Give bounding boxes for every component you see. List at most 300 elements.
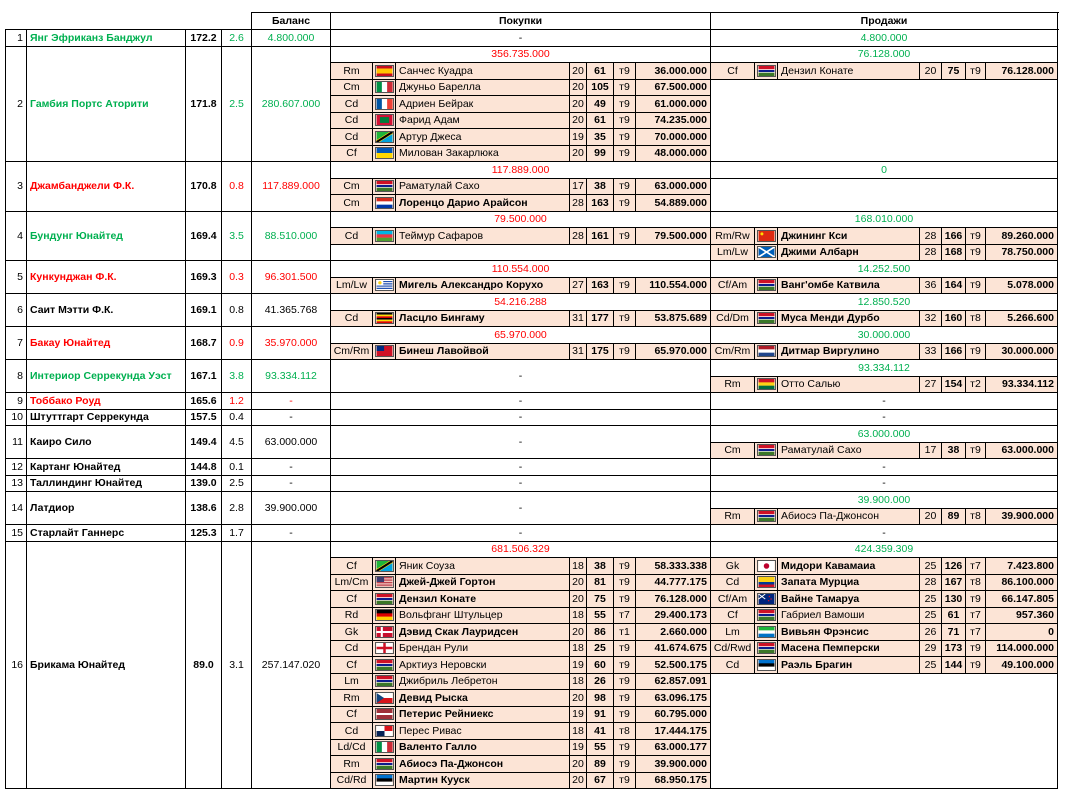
p-player-name[interactable]: Милован Закарлюка bbox=[396, 146, 570, 163]
p-position: Cm bbox=[331, 195, 373, 212]
p-player-price: 68.950.175 bbox=[636, 773, 711, 790]
s-player-tier: т9 bbox=[966, 245, 986, 262]
s-player-name[interactable]: Ванг'омбе Катвила bbox=[778, 278, 920, 295]
team-rank: 7 bbox=[6, 327, 27, 360]
p-player-name[interactable]: Дэвид Скак Лауридсен bbox=[396, 624, 570, 641]
purchases-total: - bbox=[331, 410, 711, 427]
team-balance: - bbox=[252, 525, 331, 542]
p-flag-cell bbox=[373, 96, 396, 113]
p-flag-cell bbox=[373, 740, 396, 757]
s-player-price: 7.423.800 bbox=[986, 558, 1058, 575]
p-player-name[interactable]: Джуньо Барелла bbox=[396, 80, 570, 97]
team-balance: 280.607.000 bbox=[252, 47, 331, 163]
p-player-name[interactable]: Яник Соуза bbox=[396, 558, 570, 575]
s-player-age: 17 bbox=[920, 443, 942, 460]
s-player-tier: т9 bbox=[966, 278, 986, 295]
p-player-name[interactable]: Фарид Адам bbox=[396, 113, 570, 130]
p-player-name[interactable]: Джей-Джей Гортон bbox=[396, 575, 570, 592]
team-name[interactable]: Бакау Юнайтед bbox=[27, 327, 186, 360]
s-player-rating: 130 bbox=[942, 591, 966, 608]
team-name[interactable]: Гамбия Портс Аторити bbox=[27, 47, 186, 163]
ghana-flag-icon bbox=[757, 378, 776, 390]
s-player-age: 25 bbox=[920, 591, 942, 608]
p-player-rating: 26 bbox=[587, 674, 614, 691]
china-flag-icon bbox=[757, 230, 776, 242]
p-player-age: 20 bbox=[570, 146, 587, 163]
p-player-name[interactable]: Петерис Рейниекс bbox=[396, 707, 570, 724]
sales-filler bbox=[711, 674, 1058, 790]
s-player-tier: т7 bbox=[966, 624, 986, 641]
s-player-tier: т9 bbox=[966, 657, 986, 674]
p-player-rating: 61 bbox=[587, 63, 614, 80]
p-player-tier: т9 bbox=[614, 195, 636, 212]
s-player-price: 5.266.600 bbox=[986, 311, 1058, 328]
gambia-flag-icon bbox=[757, 444, 776, 456]
p-player-rating: 38 bbox=[587, 558, 614, 575]
p-player-age: 19 bbox=[570, 657, 587, 674]
s-player-name[interactable]: Габриел Вамоши bbox=[778, 608, 920, 625]
s-position: Cf bbox=[711, 63, 755, 80]
s-player-name[interactable]: Дитмар Виргулино bbox=[778, 344, 920, 361]
p-position: Cd bbox=[331, 311, 373, 328]
p-player-price: 61.000.000 bbox=[636, 96, 711, 113]
p-player-tier: т9 bbox=[614, 146, 636, 163]
s-player-tier: т9 bbox=[966, 344, 986, 361]
p-position: Cd bbox=[331, 723, 373, 740]
p-player-tier: т9 bbox=[614, 707, 636, 724]
team-rank: 9 bbox=[6, 393, 27, 410]
p-position: Rd bbox=[331, 608, 373, 625]
s-player-price: 89.260.000 bbox=[986, 228, 1058, 245]
gambia-flag-icon bbox=[375, 758, 394, 770]
p-player-price: 2.660.000 bbox=[636, 624, 711, 641]
p-player-name[interactable]: Адриен Бейрак bbox=[396, 96, 570, 113]
purchases-empty: - bbox=[331, 426, 711, 459]
uruguay-flag-icon bbox=[375, 279, 394, 291]
team-diff: 4.5 bbox=[222, 426, 252, 459]
latvia-flag-icon bbox=[375, 708, 394, 720]
gambia-flag-icon bbox=[375, 180, 394, 192]
p-player-price: 54.889.000 bbox=[636, 195, 711, 212]
p-player-age: 18 bbox=[570, 641, 587, 658]
team-rank: 1 bbox=[6, 30, 27, 47]
p-player-name[interactable]: Мартин Кууск bbox=[396, 773, 570, 790]
s-player-price: 49.100.000 bbox=[986, 657, 1058, 674]
s-position: Cd/Rwd bbox=[711, 641, 755, 658]
nz-flag-icon bbox=[757, 593, 776, 605]
p-player-age: 17 bbox=[570, 179, 587, 196]
team-rank: 5 bbox=[6, 261, 27, 294]
s-position: Cf/Am bbox=[711, 591, 755, 608]
team-balance: 35.970.000 bbox=[252, 327, 331, 360]
team-name[interactable]: Янг Эфриканз Банджул bbox=[27, 30, 186, 47]
s-player-name[interactable]: Абиосэ Па-Джонсон bbox=[778, 509, 920, 526]
team-rank: 16 bbox=[6, 542, 27, 790]
s-player-tier: т9 bbox=[966, 228, 986, 245]
p-player-rating: 86 bbox=[587, 624, 614, 641]
p-player-rating: 55 bbox=[587, 740, 614, 757]
s-player-tier: т9 bbox=[966, 591, 986, 608]
p-player-rating: 105 bbox=[587, 80, 614, 97]
p-player-price: 63.096.175 bbox=[636, 690, 711, 707]
team-rank: 4 bbox=[6, 212, 27, 262]
p-player-name[interactable]: Брендан Рули bbox=[396, 641, 570, 658]
p-player-price: 41.674.675 bbox=[636, 641, 711, 658]
s-player-age: 29 bbox=[920, 641, 942, 658]
team-name[interactable]: Штуттгарт Серрекунда bbox=[27, 410, 186, 427]
team-rating: 169.3 bbox=[186, 261, 222, 294]
p-player-name[interactable]: Девид Рыска bbox=[396, 690, 570, 707]
p-player-price: 79.500.000 bbox=[636, 228, 711, 245]
denmark-flag-icon bbox=[375, 626, 394, 638]
s-player-rating: 75 bbox=[942, 63, 966, 80]
p-player-name[interactable]: Теймур Сафаров bbox=[396, 228, 570, 245]
sales-total: 12.850.520 bbox=[711, 294, 1058, 311]
s-player-age: 28 bbox=[920, 245, 942, 262]
s-player-name[interactable]: Масена Пемперски bbox=[778, 641, 920, 658]
s-player-name[interactable]: Мидори Кавамаиа bbox=[778, 558, 920, 575]
japan-flag-icon bbox=[757, 560, 776, 572]
s-player-price: 39.900.000 bbox=[986, 509, 1058, 526]
team-name[interactable]: Латдиор bbox=[27, 492, 186, 525]
header-balance: Баланс bbox=[252, 13, 331, 30]
team-balance: 39.900.000 bbox=[252, 492, 331, 525]
p-player-rating: 161 bbox=[587, 228, 614, 245]
p-player-age: 19 bbox=[570, 707, 587, 724]
purchases-total: 79.500.000 bbox=[331, 212, 711, 229]
s-player-price: 30.000.000 bbox=[986, 344, 1058, 361]
czech-flag-icon bbox=[375, 692, 394, 704]
p-position: Cm bbox=[331, 80, 373, 97]
p-position: Cd bbox=[331, 113, 373, 130]
s-position: Rm/Rw bbox=[711, 228, 755, 245]
samoa-flag-icon bbox=[375, 345, 394, 357]
s-player-price: 93.334.112 bbox=[986, 377, 1058, 394]
team-diff: 3.8 bbox=[222, 360, 252, 393]
p-flag-cell bbox=[373, 591, 396, 608]
p-position: Cm bbox=[331, 179, 373, 196]
s-player-name[interactable]: Отто Салью bbox=[778, 377, 920, 394]
sales-total: 4.800.000 bbox=[711, 30, 1058, 47]
s-player-name[interactable]: Вайне Тамаруа bbox=[778, 591, 920, 608]
p-flag-cell bbox=[373, 608, 396, 625]
s-player-rating: 154 bbox=[942, 377, 966, 394]
p-player-tier: т9 bbox=[614, 113, 636, 130]
s-flag-cell bbox=[755, 624, 778, 641]
s-player-rating: 167 bbox=[942, 575, 966, 592]
estonia-flag-icon bbox=[375, 774, 394, 786]
france-flag-icon bbox=[375, 98, 394, 110]
p-player-name[interactable]: Дензил Конате bbox=[396, 591, 570, 608]
team-name[interactable]: Брикама Юнайтед bbox=[27, 542, 186, 790]
s-player-name[interactable]: Муса Менди Дурбо bbox=[778, 311, 920, 328]
p-player-name[interactable]: Валенто Галло bbox=[396, 740, 570, 757]
p-player-rating: 163 bbox=[587, 278, 614, 295]
p-player-rating: 89 bbox=[587, 756, 614, 773]
spain-flag-icon bbox=[375, 65, 394, 77]
s-player-price: 66.147.805 bbox=[986, 591, 1058, 608]
p-player-rating: 75 bbox=[587, 591, 614, 608]
sales-filler bbox=[711, 80, 1058, 163]
team-balance: - bbox=[252, 459, 331, 476]
team-rank: 14 bbox=[6, 492, 27, 525]
purchases-empty: - bbox=[331, 360, 711, 393]
p-player-price: 29.400.173 bbox=[636, 608, 711, 625]
s-position: Lm/Lw bbox=[711, 245, 755, 262]
p-player-age: 20 bbox=[570, 773, 587, 790]
p-player-price: 52.500.175 bbox=[636, 657, 711, 674]
p-player-age: 20 bbox=[570, 63, 587, 80]
team-name[interactable]: Кункунджан Ф.К. bbox=[27, 261, 186, 294]
p-player-age: 19 bbox=[570, 129, 587, 146]
s-player-rating: 173 bbox=[942, 641, 966, 658]
p-player-name[interactable]: Арктиуз Неровски bbox=[396, 657, 570, 674]
s-player-rating: 38 bbox=[942, 443, 966, 460]
team-rating: 144.8 bbox=[186, 459, 222, 476]
team-balance: - bbox=[252, 393, 331, 410]
p-position: Lm bbox=[331, 674, 373, 691]
sales-total: 168.010.000 bbox=[711, 212, 1058, 229]
gambia-flag-icon bbox=[757, 279, 776, 291]
sales-total: - bbox=[711, 476, 1058, 493]
s-flag-cell bbox=[755, 575, 778, 592]
p-player-price: 110.554.000 bbox=[636, 278, 711, 295]
s-player-age: 27 bbox=[920, 377, 942, 394]
p-flag-cell bbox=[373, 773, 396, 790]
team-rank: 11 bbox=[6, 426, 27, 459]
team-balance: 88.510.000 bbox=[252, 212, 331, 262]
p-player-age: 18 bbox=[570, 723, 587, 740]
team-name[interactable]: Интериор Серрекунда Уэст bbox=[27, 360, 186, 393]
team-diff: 3.1 bbox=[222, 542, 252, 790]
gambia-flag-icon bbox=[375, 675, 394, 687]
s-player-rating: 164 bbox=[942, 278, 966, 295]
p-player-name[interactable]: Санчес Куадра bbox=[396, 63, 570, 80]
p-player-age: 20 bbox=[570, 591, 587, 608]
s-player-tier: т9 bbox=[966, 63, 986, 80]
header-sales: Продажи bbox=[711, 13, 1058, 30]
header-top-border bbox=[252, 12, 1059, 13]
germany-flag-icon bbox=[375, 609, 394, 621]
p-player-age: 20 bbox=[570, 96, 587, 113]
p-player-tier: т1 bbox=[614, 624, 636, 641]
s-player-tier: т7 bbox=[966, 558, 986, 575]
p-player-tier: т9 bbox=[614, 179, 636, 196]
p-position: Cf bbox=[331, 558, 373, 575]
p-flag-cell bbox=[373, 707, 396, 724]
p-position: Rm bbox=[331, 756, 373, 773]
team-name[interactable]: Картанг Юнайтед bbox=[27, 459, 186, 476]
team-diff: 2.5 bbox=[222, 47, 252, 163]
p-player-age: 20 bbox=[570, 690, 587, 707]
p-player-rating: 35 bbox=[587, 129, 614, 146]
s-player-rating: 144 bbox=[942, 657, 966, 674]
p-player-name[interactable]: Джибриль Лебретон bbox=[396, 674, 570, 691]
s-player-tier: т2 bbox=[966, 377, 986, 394]
p-player-name[interactable]: Ласцло Бингаму bbox=[396, 311, 570, 328]
paraguay-flag-icon bbox=[375, 197, 394, 209]
p-flag-cell bbox=[373, 674, 396, 691]
s-player-name[interactable]: Запата Мурциа bbox=[778, 575, 920, 592]
usa-flag-icon bbox=[375, 576, 394, 588]
p-player-age: 20 bbox=[570, 756, 587, 773]
p-player-name[interactable]: Перес Ривас bbox=[396, 723, 570, 740]
p-player-rating: 49 bbox=[587, 96, 614, 113]
s-player-age: 25 bbox=[920, 657, 942, 674]
s-player-rating: 71 bbox=[942, 624, 966, 641]
p-player-tier: т9 bbox=[614, 591, 636, 608]
s-player-price: 0 bbox=[986, 624, 1058, 641]
p-flag-cell bbox=[373, 723, 396, 740]
team-rating: 149.4 bbox=[186, 426, 222, 459]
team-rating: 170.8 bbox=[186, 162, 222, 212]
s-player-name[interactable]: Джими Албарн bbox=[778, 245, 920, 262]
p-position: Cm/Rm bbox=[331, 344, 373, 361]
p-player-tier: т9 bbox=[614, 674, 636, 691]
p-player-rating: 98 bbox=[587, 690, 614, 707]
team-name[interactable]: Каиро Сило bbox=[27, 426, 186, 459]
p-player-tier: т9 bbox=[614, 80, 636, 97]
p-player-tier: т9 bbox=[614, 278, 636, 295]
p-player-name[interactable]: Лоренцо Дарио Арайсон bbox=[396, 195, 570, 212]
sierra-flag-icon bbox=[757, 626, 776, 638]
s-player-tier: т7 bbox=[966, 608, 986, 625]
s-player-name[interactable]: Дензил Конате bbox=[778, 63, 920, 80]
s-player-age: 26 bbox=[920, 624, 942, 641]
gambia-flag-icon bbox=[375, 593, 394, 605]
s-player-age: 25 bbox=[920, 558, 942, 575]
p-player-price: 65.970.000 bbox=[636, 344, 711, 361]
p-position: Cf bbox=[331, 146, 373, 163]
s-player-name[interactable]: Джининг Кси bbox=[778, 228, 920, 245]
sales-total: - bbox=[711, 410, 1058, 427]
team-name[interactable]: Тоббако Роуд bbox=[27, 393, 186, 410]
gambia-flag-icon bbox=[757, 65, 776, 77]
team-name[interactable]: Саит Мэтти Ф.К. bbox=[27, 294, 186, 327]
team-name[interactable]: Джамбанджели Ф.К. bbox=[27, 162, 186, 212]
p-player-price: 74.235.000 bbox=[636, 113, 711, 130]
team-rank: 8 bbox=[6, 360, 27, 393]
sales-total: 424.359.309 bbox=[711, 542, 1058, 559]
s-player-rating: 166 bbox=[942, 344, 966, 361]
p-player-rating: 25 bbox=[587, 641, 614, 658]
team-balance: 93.334.112 bbox=[252, 360, 331, 393]
purchases-filler bbox=[331, 245, 711, 262]
p-player-rating: 60 bbox=[587, 657, 614, 674]
team-rating: 157.5 bbox=[186, 410, 222, 427]
p-flag-cell bbox=[373, 80, 396, 97]
s-player-tier: т9 bbox=[966, 443, 986, 460]
p-flag-cell bbox=[373, 690, 396, 707]
p-player-tier: т9 bbox=[614, 773, 636, 790]
p-flag-cell bbox=[373, 113, 396, 130]
s-position: Cd/Dm bbox=[711, 311, 755, 328]
team-balance: 117.889.000 bbox=[252, 162, 331, 212]
team-rank: 2 bbox=[6, 47, 27, 163]
team-diff: 1.7 bbox=[222, 525, 252, 542]
p-player-name[interactable]: Абиосэ Па-Джонсон bbox=[396, 756, 570, 773]
p-player-name[interactable]: Вольфганг Штульцер bbox=[396, 608, 570, 625]
s-player-rating: 126 bbox=[942, 558, 966, 575]
p-player-name[interactable]: Артур Джеса bbox=[396, 129, 570, 146]
s-player-age: 32 bbox=[920, 311, 942, 328]
team-rating: 169.4 bbox=[186, 212, 222, 262]
p-position: Cf bbox=[331, 591, 373, 608]
p-position: Cf bbox=[331, 707, 373, 724]
p-player-price: 44.777.175 bbox=[636, 575, 711, 592]
s-player-rating: 61 bbox=[942, 608, 966, 625]
team-diff: 2.8 bbox=[222, 492, 252, 525]
p-position: Cd bbox=[331, 228, 373, 245]
team-diff: 0.8 bbox=[222, 294, 252, 327]
s-flag-cell bbox=[755, 443, 778, 460]
p-player-age: 27 bbox=[570, 278, 587, 295]
sales-filler bbox=[711, 179, 1058, 212]
s-flag-cell bbox=[755, 228, 778, 245]
s-player-name[interactable]: Вивьян Фрэнсис bbox=[778, 624, 920, 641]
p-player-age: 31 bbox=[570, 311, 587, 328]
sales-total: 76.128.000 bbox=[711, 47, 1058, 64]
s-flag-cell bbox=[755, 344, 778, 361]
ukraine-flag-icon bbox=[375, 147, 394, 159]
gambia-flag-icon bbox=[757, 312, 776, 324]
s-position: Lm bbox=[711, 624, 755, 641]
p-player-price: 63.000.177 bbox=[636, 740, 711, 757]
team-rating: 165.6 bbox=[186, 393, 222, 410]
p-player-name[interactable]: Раматулай Сахо bbox=[396, 179, 570, 196]
p-player-price: 70.000.000 bbox=[636, 129, 711, 146]
p-player-age: 20 bbox=[570, 575, 587, 592]
purchases-total: - bbox=[331, 30, 711, 47]
scotland-flag-icon bbox=[757, 246, 776, 258]
p-player-price: 67.500.000 bbox=[636, 80, 711, 97]
team-rank: 13 bbox=[6, 476, 27, 493]
s-player-name[interactable]: Раэль Брагин bbox=[778, 657, 920, 674]
s-position: Cd bbox=[711, 575, 755, 592]
team-rating: 125.3 bbox=[186, 525, 222, 542]
p-flag-cell bbox=[373, 179, 396, 196]
team-name[interactable]: Бундунг Юнайтед bbox=[27, 212, 186, 262]
p-player-name[interactable]: Мигель Александро Корухо bbox=[396, 278, 570, 295]
p-player-name[interactable]: Бинеш Лавойвой bbox=[396, 344, 570, 361]
p-player-tier: т9 bbox=[614, 96, 636, 113]
team-name[interactable]: Таллиндинг Юнайтед bbox=[27, 476, 186, 493]
purchases-total: 117.889.000 bbox=[331, 162, 711, 179]
p-player-age: 28 bbox=[570, 195, 587, 212]
p-position: Rm bbox=[331, 690, 373, 707]
p-player-age: 18 bbox=[570, 558, 587, 575]
england-flag-icon bbox=[375, 642, 394, 654]
p-position: Lm/Cm bbox=[331, 575, 373, 592]
purchases-total: - bbox=[331, 476, 711, 493]
uganda-flag-icon bbox=[375, 312, 394, 324]
team-diff: 3.5 bbox=[222, 212, 252, 262]
s-flag-cell bbox=[755, 245, 778, 262]
s-player-price: 63.000.000 bbox=[986, 443, 1058, 460]
s-player-name[interactable]: Раматулай Сахо bbox=[778, 443, 920, 460]
p-position: Rm bbox=[331, 63, 373, 80]
p-player-tier: т9 bbox=[614, 344, 636, 361]
s-player-rating: 166 bbox=[942, 228, 966, 245]
team-diff: 0.1 bbox=[222, 459, 252, 476]
s-position: Cd bbox=[711, 657, 755, 674]
p-player-age: 20 bbox=[570, 80, 587, 97]
estonia-flag-icon bbox=[757, 659, 776, 671]
p-player-age: 28 bbox=[570, 228, 587, 245]
p-position: Cd bbox=[331, 641, 373, 658]
p-player-tier: т9 bbox=[614, 575, 636, 592]
team-name[interactable]: Старлайт Ганнерс bbox=[27, 525, 186, 542]
